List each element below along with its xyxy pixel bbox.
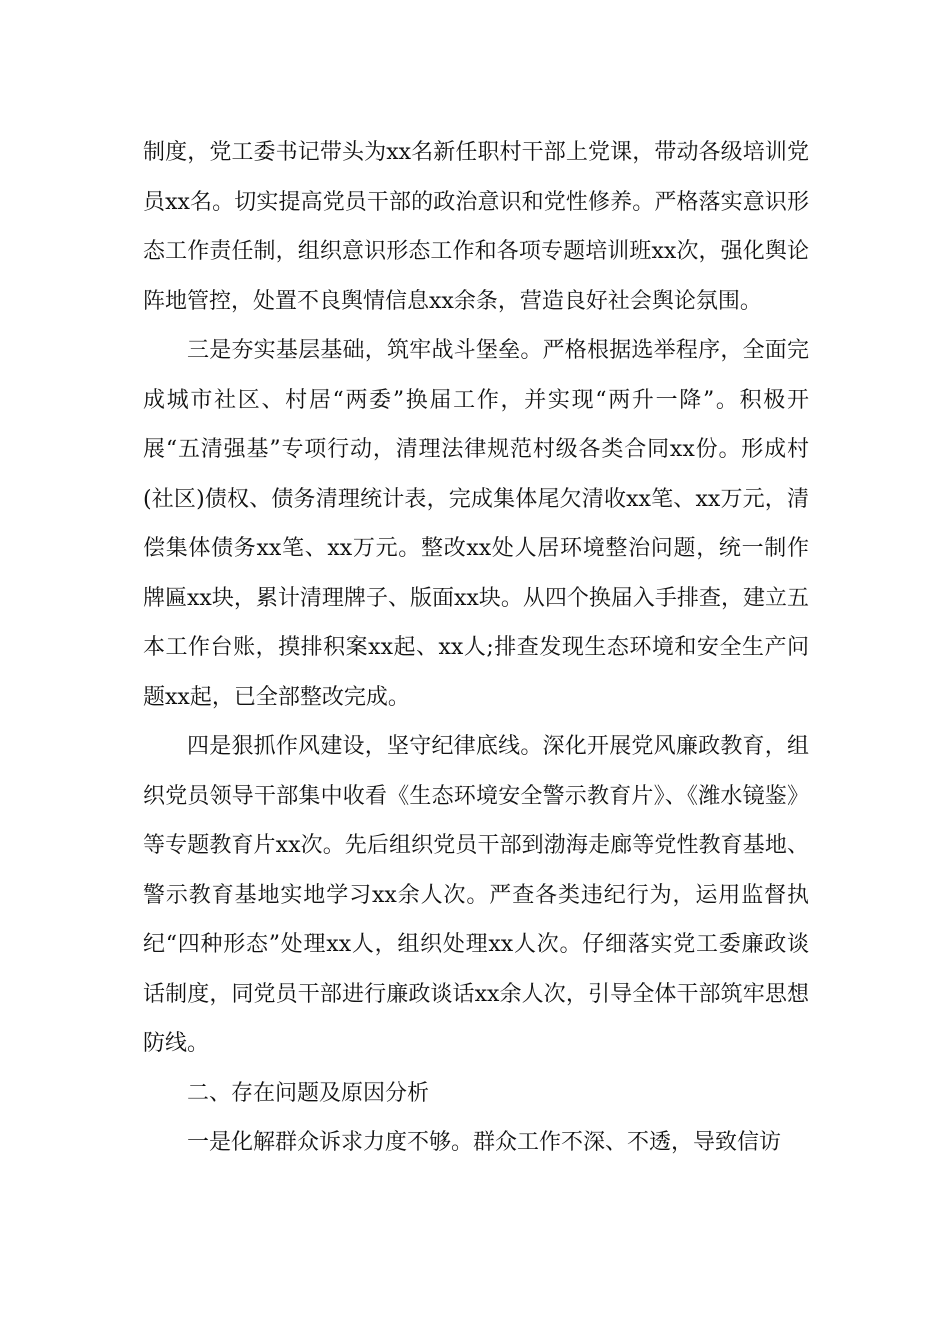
paragraph-point-four: 四是狠抓作风建设，坚守纪律底线。深化开展党风廉政教育，组织党员领导干部集中收看《生态环境安全警示教育片》、《潍水镜鉴》等专题教育片xx次。先后组织党员干部到渤海走廊等党性教育基地、警示教育基地实地学习xx余人次。严查各类违纪行为，运用监督执纪“四种形态”处理xx人，组织处理xx人次。仔细落实党工委廉政谈话制度，同党员干部进行廉政谈话xx余人次，引导全体干部筑牢思想防线。 xyxy=(143,734,809,1056)
paragraph-point-three: 三是夯实基层基础，筑牢战斗堡垒。严格根据选举程序，全面完成城市社区、村居“两委”换届工作，并实现“两升一降”。积极开展“五清强基”专项行动，清理法律规范村级各类合同xx份。形成村(社区)债权、债务清理统计表，完成集体尾欠清收xx笔、xx万元，清偿集体债务xx笔、xx万元。整改xx处人居环境整治问题，统一制作牌匾xx块，累计清理牌子、版面xx块。从四个换届入手排查，建立五本工作台账，摸排积案xx起、xx人;排查发现生态环境和安全生产问题xx起，已全部整改完成。 xyxy=(143,338,809,710)
section-heading: 二、存在问题及原因分析 xyxy=(187,1080,430,1106)
paragraph-point-one: 一是化解群众诉求力度不够。群众工作不深、不透，导致信访 xyxy=(187,1130,782,1155)
document-body xyxy=(143,128,809,1168)
paragraph-continuation: 制度，党工委书记带头为xx名新任职村干部上党课，带动各级培训党员xx名。切实提高党员干部的政治意识和党性修养。严格落实意识形态工作责任制，组织意识形态工作和各项专题培训班xx次，强化舆论阵地管控，处置不良舆情信息xx余条，营造良好社会舆论氛围。 xyxy=(143,140,809,314)
